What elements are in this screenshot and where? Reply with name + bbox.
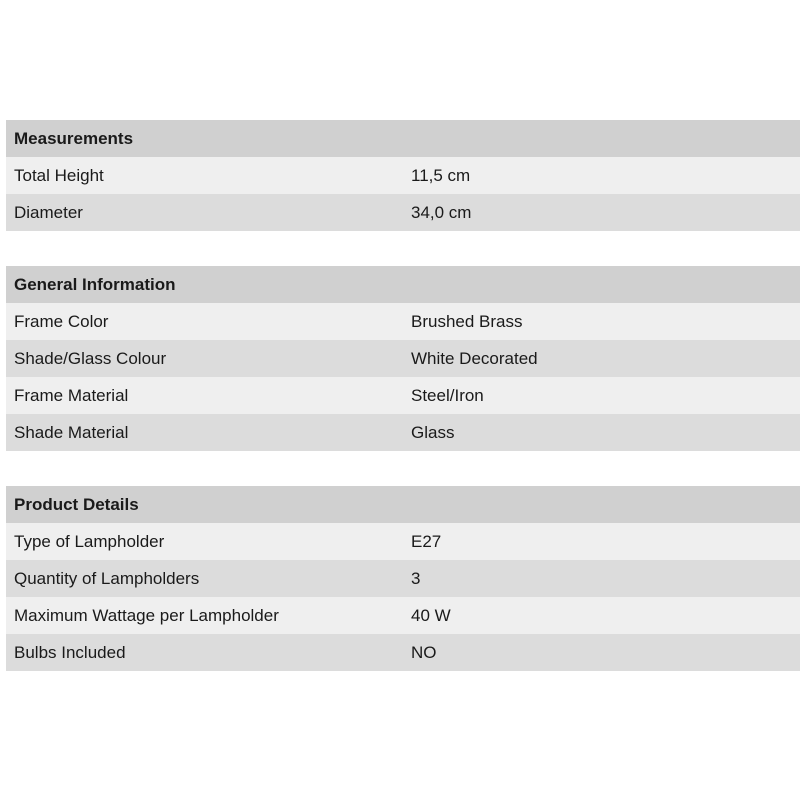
measurements-table bbox=[6, 120, 800, 231]
table-row bbox=[6, 560, 800, 597]
row-label: Diameter bbox=[14, 202, 83, 222]
row-value: NO bbox=[411, 642, 437, 662]
section-title: Measurements bbox=[14, 128, 134, 148]
general-information-table bbox=[6, 266, 800, 451]
row-value: 34,0 cm bbox=[411, 202, 472, 222]
table-row bbox=[6, 194, 800, 231]
row-label: Frame Material bbox=[14, 385, 129, 405]
row-label: Shade Material bbox=[14, 422, 129, 442]
row-value: Steel/Iron bbox=[411, 385, 484, 405]
table-row bbox=[6, 523, 800, 560]
section-header bbox=[6, 486, 800, 523]
row-value: Brushed Brass bbox=[411, 311, 523, 331]
table-row bbox=[6, 597, 800, 634]
section-header bbox=[6, 120, 800, 157]
table-row bbox=[6, 157, 800, 194]
row-value: 11,5 cm bbox=[411, 165, 471, 185]
row-value: 3 bbox=[411, 568, 421, 588]
row-label: Quantity of Lampholders bbox=[14, 568, 200, 588]
row-value: E27 bbox=[411, 531, 442, 551]
table-row bbox=[6, 377, 800, 414]
table-row bbox=[6, 340, 800, 377]
section-title: Product Details bbox=[14, 494, 139, 514]
row-value: White Decorated bbox=[411, 348, 538, 368]
row-label: Maximum Wattage per Lampholder bbox=[14, 605, 279, 625]
table-row bbox=[6, 414, 800, 451]
row-label: Shade/Glass Colour bbox=[14, 348, 167, 368]
row-label: Type of Lampholder bbox=[14, 531, 165, 551]
row-value: Glass bbox=[411, 422, 455, 442]
row-label: Bulbs Included bbox=[14, 642, 126, 662]
section-title: General Information bbox=[14, 274, 176, 294]
table-row bbox=[6, 303, 800, 340]
row-label: Frame Color bbox=[14, 311, 109, 331]
row-label: Total Height bbox=[14, 165, 104, 185]
product-details-table bbox=[6, 486, 800, 671]
row-value: 40 W bbox=[411, 605, 451, 625]
section-header bbox=[6, 266, 800, 303]
table-row bbox=[6, 634, 800, 671]
